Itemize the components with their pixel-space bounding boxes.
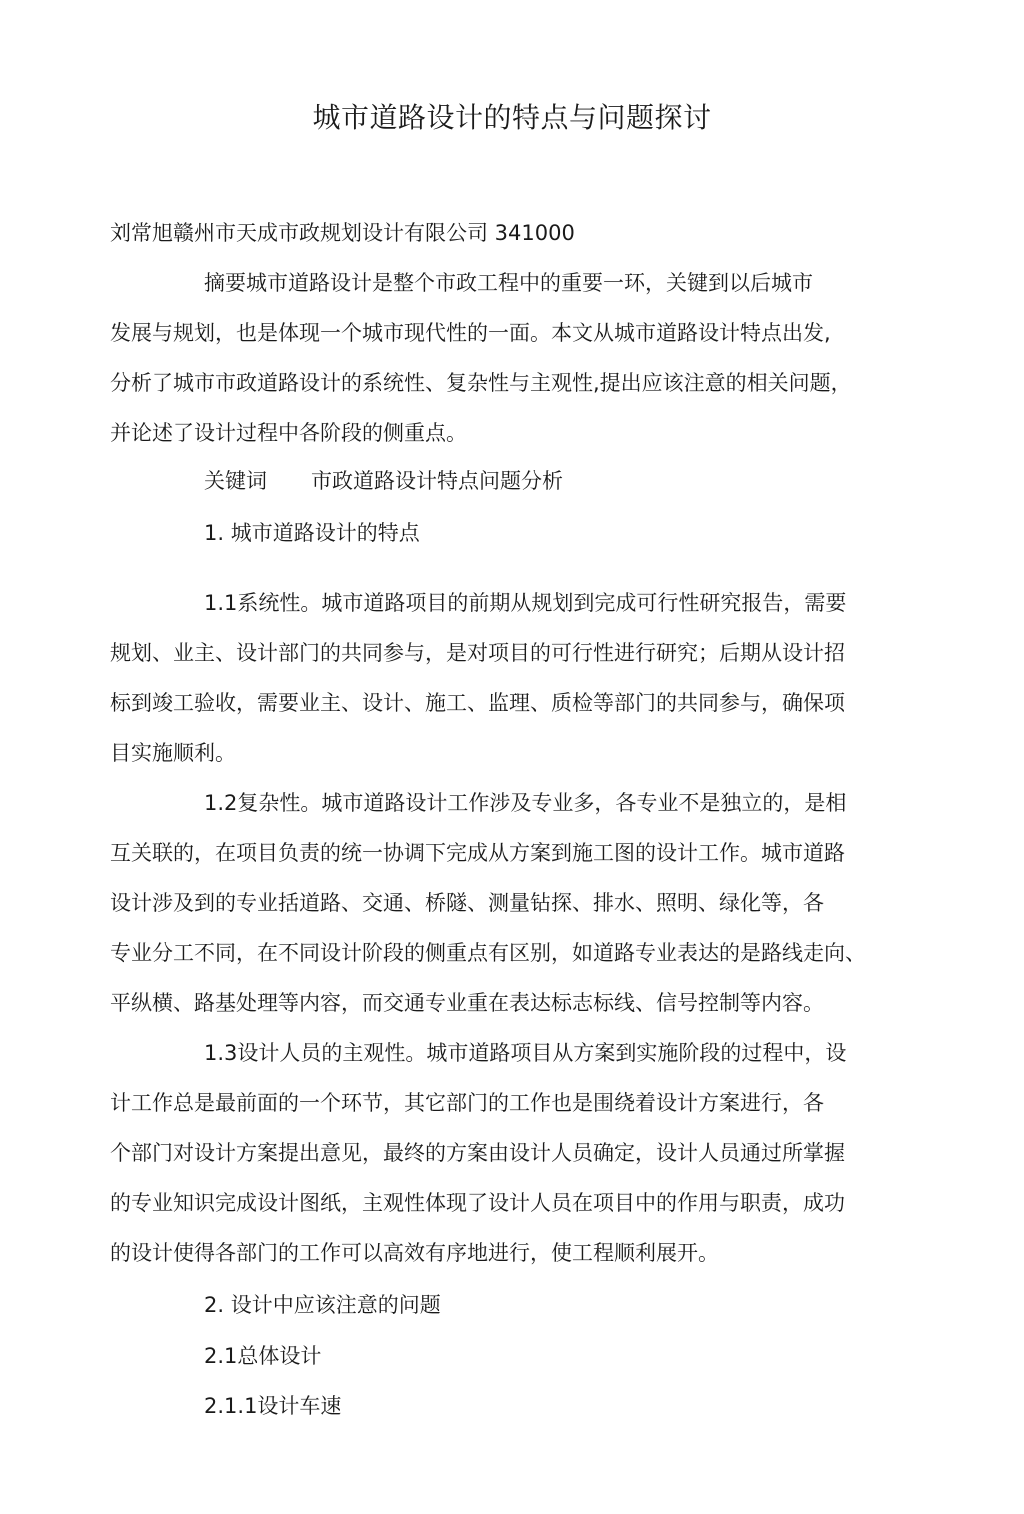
paragraph-line: 计工作总是最前面的一个环节，其它部门的工作也是围绕着设计方案进行，各 bbox=[110, 1091, 824, 1115]
paragraph-line: 规划、业主、设计部门的共同参与，是对项目的可行性进行研究；后期从设计招 bbox=[110, 641, 845, 665]
section-heading: 2. 设计中应该注意的问题 bbox=[204, 1293, 441, 1317]
keywords-text: 市政道路设计特点问题分析 bbox=[311, 469, 563, 493]
paragraph-line: 的专业知识完成设计图纸，主观性体现了设计人员在项目中的作用与职责，成功 bbox=[110, 1191, 845, 1215]
paragraph-line: 目实施顺利。 bbox=[110, 741, 236, 765]
page-title: 城市道路设计的特点与问题探讨 bbox=[312, 101, 712, 134]
abstract-line: 并论述了设计过程中各阶段的侧重点。 bbox=[110, 421, 467, 445]
paragraph-line: 1.1系统性。城市道路项目的前期从规划到完成可行性研究报告，需要 bbox=[204, 591, 847, 615]
paragraph-line: 标到竣工验收，需要业主、设计、施工、监理、质检等部门的共同参与，确保项 bbox=[110, 691, 845, 715]
paragraph-line: 平纵横、路基处理等内容，而交通专业重在表达标志标线、信号控制等内容。 bbox=[110, 991, 824, 1015]
abstract-line: 摘要城市道路设计是整个市政工程中的重要一环，关键到以后城市 bbox=[204, 271, 813, 295]
paragraph-line: 1.2复杂性。城市道路设计工作涉及专业多，各专业不是独立的，是相 bbox=[204, 791, 847, 815]
paragraph-line: 设计涉及到的专业括道路、交通、桥隧、测量钻探、排水、照明、绿化等，各 bbox=[110, 891, 824, 915]
keywords-line bbox=[204, 466, 563, 496]
paragraph-line: 互关联的，在项目负责的统一协调下完成从方案到施工图的设计工作。城市道路 bbox=[110, 841, 845, 865]
paragraph-line: 的设计使得各部门的工作可以高效有序地进行，使工程顺利展开。 bbox=[110, 1241, 719, 1265]
section-heading: 1. 城市道路设计的特点 bbox=[204, 521, 420, 545]
abstract-line: 分析了城市市政道路设计的系统性、复杂性与主观性,提出应该注意的相关问题， bbox=[110, 371, 852, 395]
author-line: 刘常旭赣州市天成市政规划设计有限公司 341000 bbox=[110, 221, 575, 245]
subsection-heading: 2.1.1设计车速 bbox=[204, 1394, 342, 1418]
paragraph-line: 专业分工不同，在不同设计阶段的侧重点有区别，如道路专业表达的是路线走向、 bbox=[110, 941, 866, 965]
paragraph-line: 个部门对设计方案提出意见，最终的方案由设计人员确定，设计人员通过所掌握 bbox=[110, 1141, 845, 1165]
keywords-label: 关键词 bbox=[204, 469, 267, 493]
paragraph-line: 1.3设计人员的主观性。城市道路项目从方案到实施阶段的过程中，设 bbox=[204, 1041, 847, 1065]
abstract-line: 发展与规划，也是体现一个城市现代性的一面。本文从城市道路设计特点出发, bbox=[110, 321, 831, 345]
subsection-heading: 2.1总体设计 bbox=[204, 1344, 322, 1368]
